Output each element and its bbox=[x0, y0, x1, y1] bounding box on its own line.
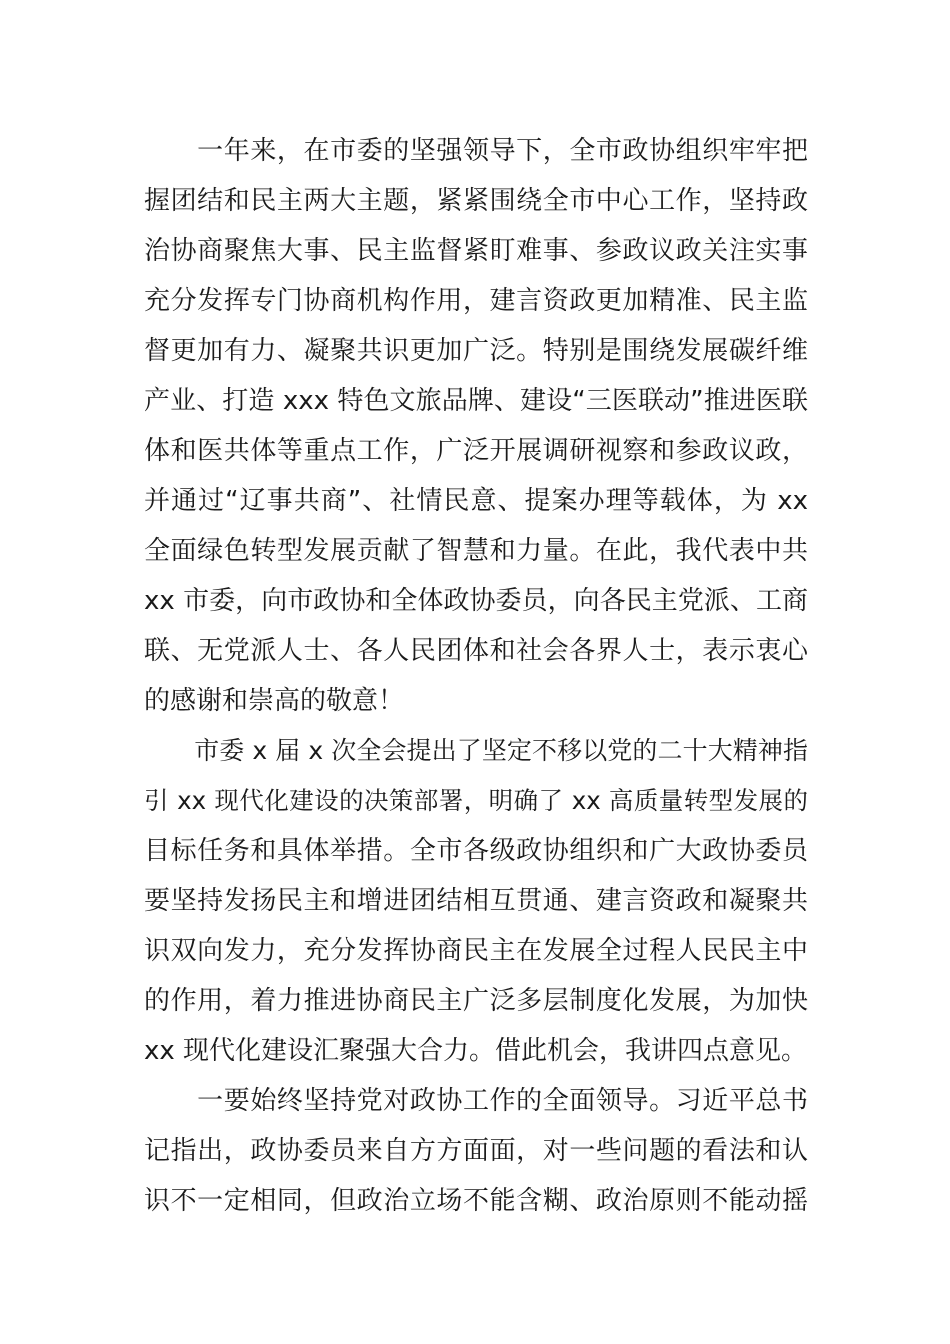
paragraph-2 bbox=[144, 726, 808, 1076]
text-line: 一年来，在市委的坚强领导下，全市政协组织牢牢把 bbox=[144, 136, 808, 166]
text-line: 充分发挥专门协商机构作用，建言资政更加精准、民主监 bbox=[144, 286, 808, 316]
text-line: 识双向发力，充分发挥协商民主在发展全过程人民民主中 bbox=[144, 936, 808, 966]
text-line: 督更加有力、凝聚共识更加广泛。特别是围绕发展碳纤维 bbox=[144, 336, 808, 366]
text-line: 引 xx 现代化建设的决策部署，明确了 xx 高质量转型发展的 bbox=[144, 786, 808, 815]
text-line: 体和医共体等重点工作，广泛开展调研视察和参政议政， bbox=[144, 436, 808, 466]
text-line: 治协商聚焦大事、民主监督紧盯难事、参政议政关注实事 bbox=[144, 236, 808, 266]
paragraph-3 bbox=[144, 1076, 808, 1226]
text-line: 的作用，着力推进协商民主广泛多层制度化发展，为加快 bbox=[144, 986, 808, 1016]
text-line: xx 现代化建设汇聚强大合力。借此机会，我讲四点意见。 bbox=[144, 1036, 808, 1066]
text-line: 记指出，政协委员来自方方面面，对一些问题的看法和认 bbox=[144, 1136, 808, 1166]
text-line: 联、无党派人士、各人民团体和社会各界人士，表示衷心 bbox=[144, 636, 808, 666]
text-line: 全面绿色转型发展贡献了智慧和力量。在此，我代表中共 bbox=[144, 536, 808, 566]
text-line: 并通过“辽事共商”、社情民意、提案办理等载体，为 xx bbox=[144, 486, 808, 516]
paragraph-1 bbox=[144, 126, 808, 726]
text-line: xx 市委，向市政协和全体政协委员，向各民主党派、工商 bbox=[144, 586, 808, 616]
text-line: 目标任务和具体举措。全市各级政协组织和广大政协委员 bbox=[144, 836, 808, 866]
text-line: 识不一定相同，但政治立场不能含糊、政治原则不能动摇 bbox=[144, 1186, 808, 1216]
text-line: 一要始终坚持党对政协工作的全面领导。习近平总书 bbox=[144, 1086, 808, 1116]
text-line: 的感谢和崇高的敬意！ bbox=[144, 686, 405, 716]
text-line: 要坚持发扬民主和增进团结相互贯通、建言资政和凝聚共 bbox=[144, 886, 808, 916]
text-line: 产业、打造 xxx 特色文旅品牌、建设“三医联动”推进医联 bbox=[144, 386, 808, 416]
document-body bbox=[144, 126, 808, 1226]
text-line: 握团结和民主两大主题，紧紧围绕全市中心工作，坚持政 bbox=[144, 186, 808, 216]
text-line: 市委 x 届 x 次全会提出了坚定不移以党的二十大精神指 bbox=[144, 736, 808, 765]
